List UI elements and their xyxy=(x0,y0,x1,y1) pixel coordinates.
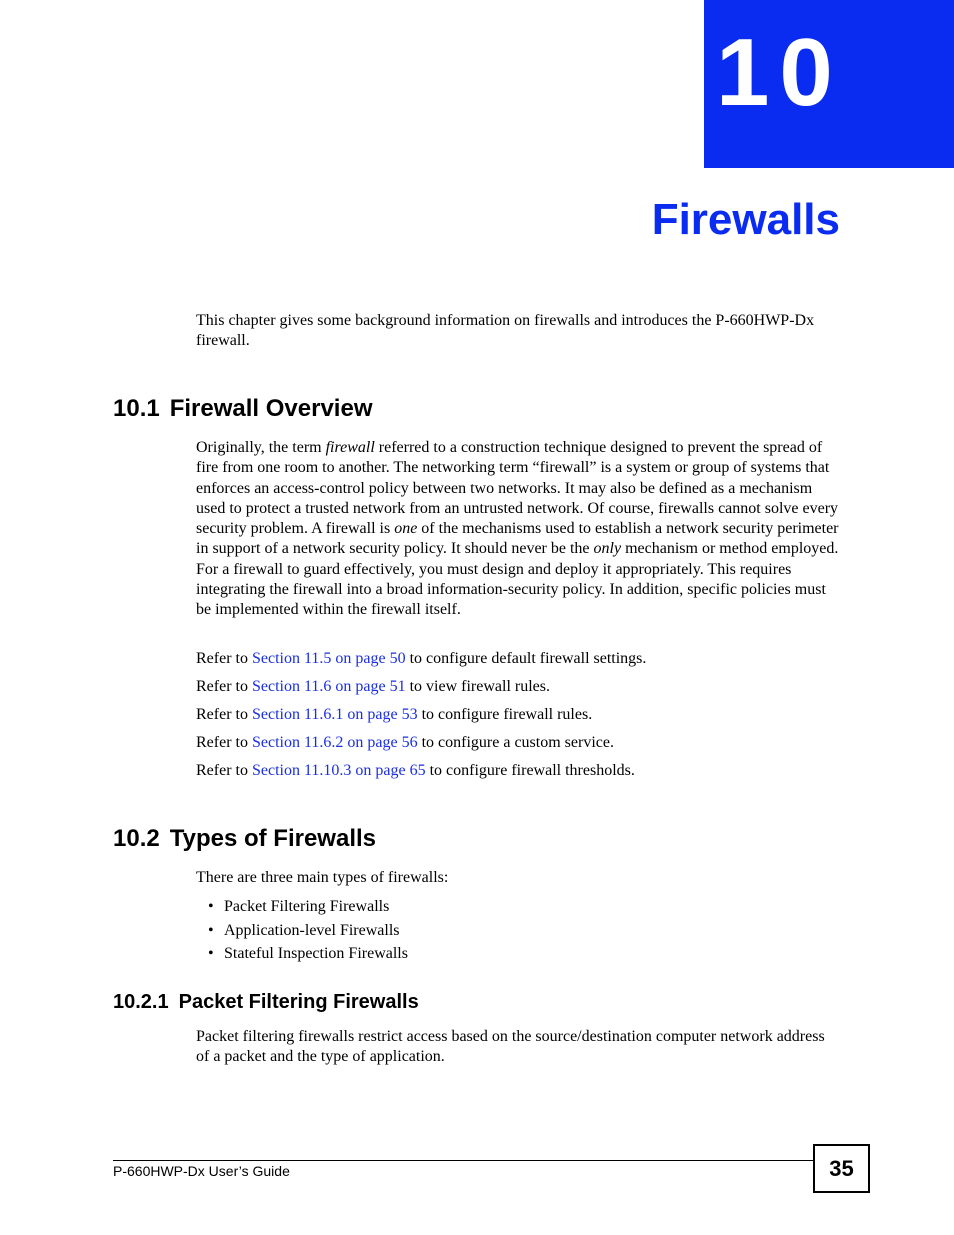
section-link[interactable]: Section 11.6 on page 51 xyxy=(251,678,406,695)
page-number: 35 xyxy=(813,1144,870,1193)
section-heading-10-2-1: 10.2.1 Packet Filtering Firewalls xyxy=(113,991,419,1013)
footer-guide-title: P-660HWP-Dx User’s Guide xyxy=(113,1163,290,1179)
term-firewall: firewall xyxy=(325,439,375,456)
reference-line: Refer to Section 11.6.2 on page 56 to configure a custom service. xyxy=(196,734,614,751)
footer-divider xyxy=(113,1160,813,1161)
reference-line: Refer to Section 11.10.3 on page 65 to configure firewall thresholds. xyxy=(196,762,635,779)
section-link[interactable]: Section 11.10.3 on page 65 xyxy=(251,762,426,779)
chapter-number-box xyxy=(704,0,954,168)
section-heading-10-2: 10.2 Types of Firewalls xyxy=(113,825,377,852)
firewall-types-list xyxy=(208,895,408,966)
reference-line: Refer to Section 11.6 on page 51 to view firewall rules. xyxy=(196,678,550,695)
chapter-intro: This chapter gives some background information on firewalls and introduces the P-660HWP-Dx firewall. xyxy=(196,312,815,350)
types-intro: There are three main types of firewalls: xyxy=(196,869,449,886)
reference-line: Refer to Section 11.5 on page 50 to configure default firewall settings. xyxy=(196,650,647,667)
list-item: • Stateful Inspection Firewalls xyxy=(208,945,408,962)
section-link[interactable]: Section 11.6.2 on page 56 xyxy=(251,734,418,751)
emphasis-one: one xyxy=(394,520,418,538)
chapter-number: 10 xyxy=(716,19,843,126)
section-heading-10-1: 10.1 Firewall Overview xyxy=(113,395,373,422)
overview-paragraph: Originally, the term firewall referred to a construction technique designed to prevent the spread of fire from one room to another. The networking term “firewall” is a system or group of systems that enforces an access-control policy between two networks. It may also be defined as a mechanism used to protect a trusted network from an untrusted network. Of course, firewalls cannot solve every security problem. A firewall is one of the mechanisms used to establish a network security perimeter in support of a network security policy. It should never be the only mechanism or method employed. For a firewall to guard effectively, you must design and deploy it appropriately. This requires integrating the firewall into a broad information-security policy. In addition, specific policies must be implemented within the firewall itself. xyxy=(196,439,839,619)
chapter-title: Firewalls xyxy=(651,195,840,244)
list-item: • Packet Filtering Firewalls xyxy=(208,898,390,915)
emphasis-only: only xyxy=(593,540,622,558)
list-item: • Application-level Firewalls xyxy=(208,921,400,939)
section-link[interactable]: Section 11.5 on page 50 xyxy=(251,650,406,667)
section-link[interactable]: Section 11.6.1 on page 53 xyxy=(251,706,418,723)
reference-line: Refer to Section 11.6.1 on page 53 to configure firewall rules. xyxy=(196,706,593,723)
packet-filtering-paragraph: Packet filtering firewalls restrict access based on the source/destination computer network address of a packet and the type of application. xyxy=(196,1028,825,1066)
